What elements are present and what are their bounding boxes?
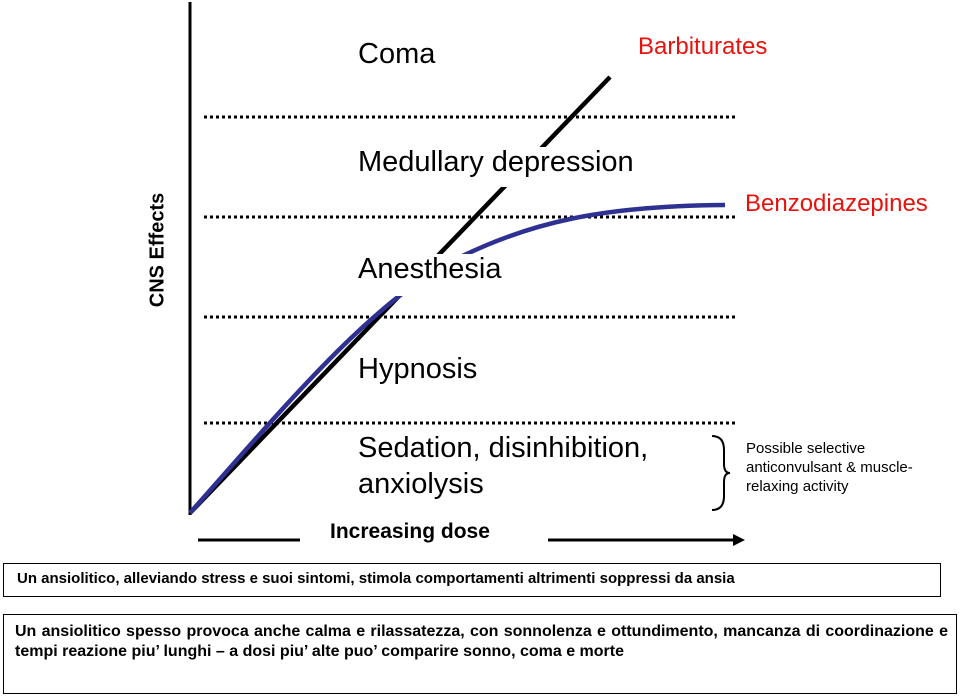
benzodiazepines-label: Benzodiazepines [745,190,928,217]
anxiolytic-summary-box: Un ansiolitico, alleviando stress e suoi sintomi, stimola comportamenti altrimenti soppressi da ansia [3,563,941,597]
level-anesthesia: Anesthesia [358,253,502,285]
barbiturates-label: Barbiturates [638,33,768,60]
selective-activity-note: Possible selective anticonvulsant & muscle-relaxing activity [746,440,913,495]
y-axis-label: CNS Effects [146,192,169,308]
x-axis-label: Increasing dose [330,520,490,543]
level-sedation-line2: anxiolysis [358,468,484,500]
level-coma: Coma [358,38,436,70]
arrowhead-icon [733,534,745,546]
level-sedation-line1: Sedation, disinhibition, [358,432,649,464]
level-hypnosis: Hypnosis [358,353,478,385]
right-brace-icon [712,436,730,510]
anxiolytic-effects-box: Un ansiolitico spesso provoca anche calma e rilassatezza, con sonnolenza e ottundimento, mancanza di coordinazione e tempi reazione piu’ lunghi – a dosi piu’ alte puo’ comparire sonno, coma e morte [3,614,957,694]
level-medullary-depression: Medullary depression [358,146,634,178]
